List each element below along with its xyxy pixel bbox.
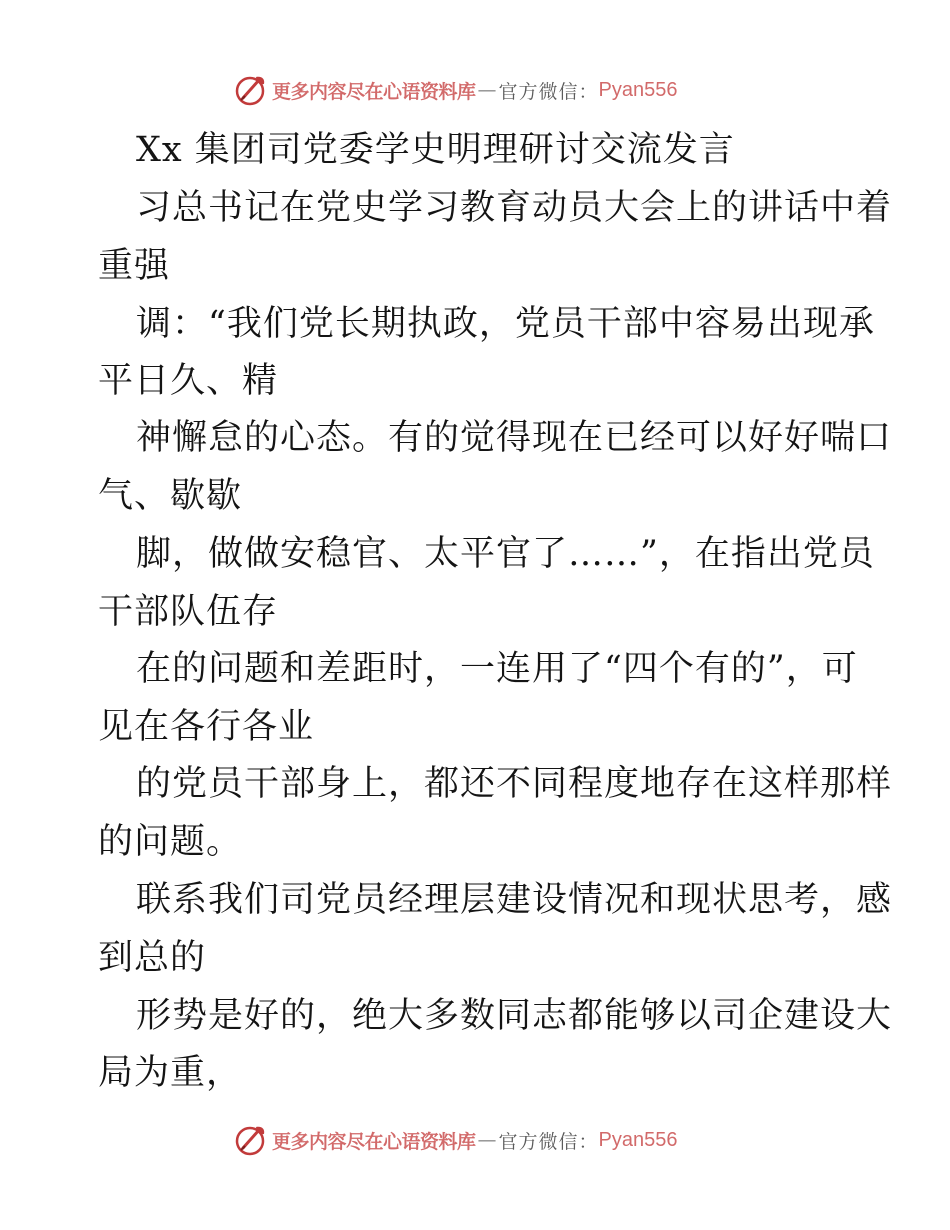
watermark-main-text: 更多内容尽在心语资料库 <box>272 1130 476 1153</box>
watermark-wechat-id: Pyan556 <box>598 1128 678 1151</box>
paragraph-line: 干部队伍存 <box>98 592 279 632</box>
paragraph-line: 脚，做做安稳官、太平官了……”，在指出党员 <box>136 534 875 574</box>
paragraph-line: 调：“我们党长期执政，党员干部中容易出现承 <box>136 304 875 344</box>
paragraph-line: 联系我们司党员经理层建设情况和现状思考，感 <box>136 880 893 920</box>
paragraph-line: 见在各行各业 <box>98 707 315 747</box>
paragraph-line: 的党员干部身上，都还不同程度地存在这样那样 <box>136 764 893 804</box>
paragraph-line: 习总书记在党史学习教育动员大会上的讲话中着 <box>136 188 893 228</box>
quill-pen-logo-icon <box>234 1123 268 1157</box>
paragraph-line: 气、歇歇 <box>98 476 243 516</box>
quill-pen-logo-icon <box>234 73 268 107</box>
paragraph-line: 的问题。 <box>98 822 243 862</box>
paragraph-line: 神懈怠的心态。有的觉得现在已经可以好好喘口 <box>136 418 893 458</box>
watermark-main-text: 更多内容尽在心语资料库 <box>272 80 476 103</box>
paragraph-line: 重强 <box>98 246 171 286</box>
paragraph-line: 在的问题和差距时，一连用了“四个有的”，可 <box>136 649 858 689</box>
document-title: Xx 集团司党委学史明理研讨交流发言 <box>136 130 735 170</box>
paragraph-line: 平日久、精 <box>98 361 279 401</box>
paragraph-line: 形势是好的，绝大多数同志都能够以司企建设大 <box>136 996 893 1036</box>
watermark-wechat-label: 官方微信： <box>498 1130 599 1153</box>
watermark-wechat-label: 官方微信： <box>498 80 599 103</box>
watermark-separator: — <box>477 79 497 101</box>
paragraph-line: 到总的 <box>98 938 207 978</box>
watermark-separator: — <box>477 1129 497 1151</box>
header-watermark <box>234 72 678 108</box>
watermark-wechat-id: Pyan556 <box>598 78 678 101</box>
paragraph-line: 局为重， <box>98 1053 243 1093</box>
footer-watermark <box>234 1122 678 1158</box>
